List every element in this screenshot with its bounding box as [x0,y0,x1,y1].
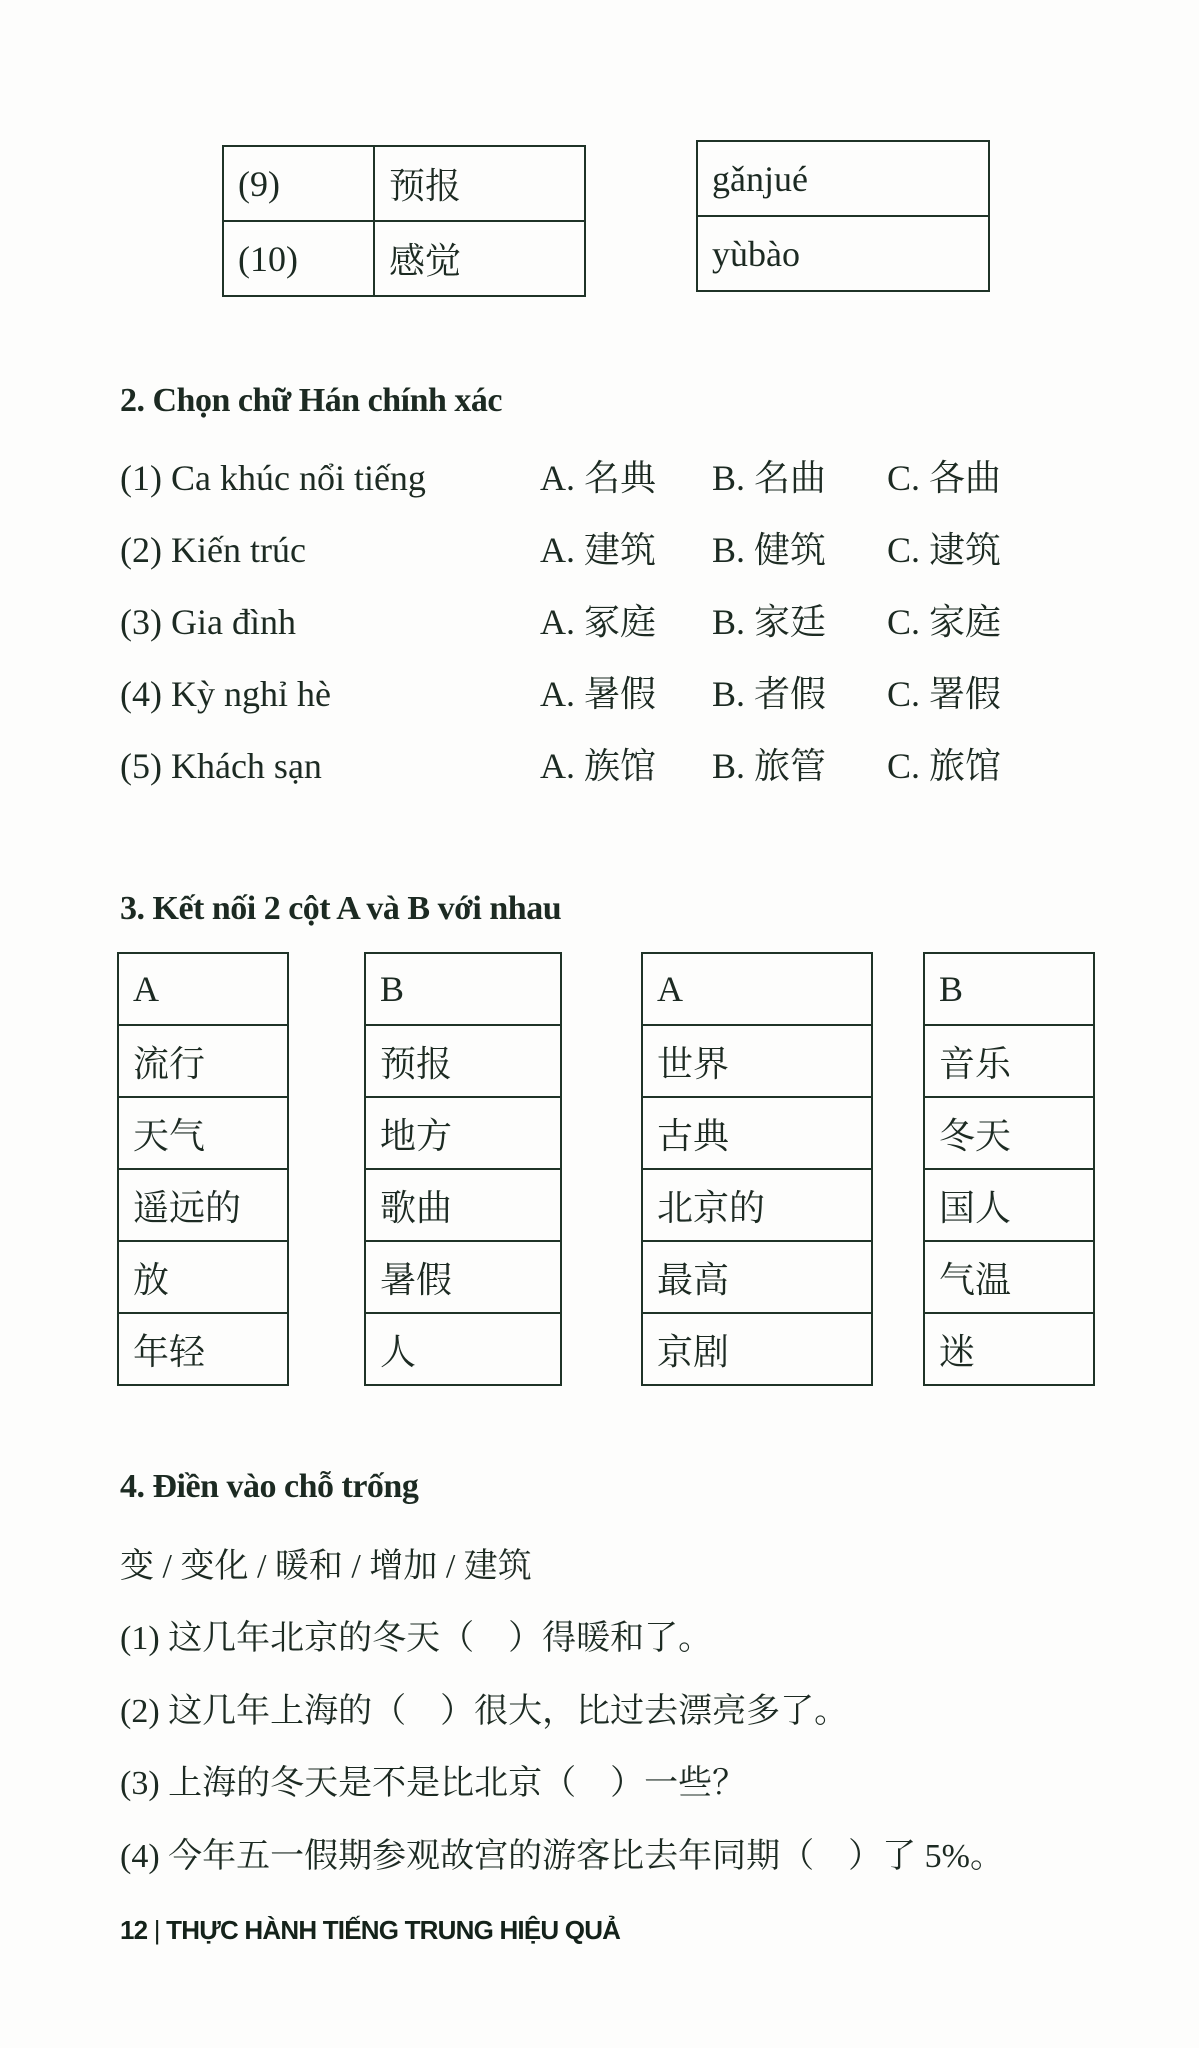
choice-prompt: (5) Khách sạn [120,746,322,786]
option-a[interactable]: A. 建筑 [540,530,656,570]
match-cell[interactable]: 音乐 [924,1025,1094,1097]
option-c[interactable]: C. 家庭 [887,602,1002,642]
pinyin-cell: gǎnjué [697,141,989,216]
matching-column-a2 [641,952,873,1386]
matching-column-b2 [923,952,1095,1386]
footer-divider: | [153,1915,167,1945]
choice-prompt: (4) Kỳ nghỉ hè [120,674,331,714]
exercise4-heading: 4. Điền vào chỗ trống [120,1468,419,1505]
match-cell[interactable]: 遥远的 [118,1169,288,1241]
match-cell[interactable]: 歌曲 [365,1169,561,1241]
option-b[interactable]: B. 旅管 [712,746,827,786]
exercise3-heading: 3. Kết nối 2 cột A và B với nhau [120,890,562,927]
option-a[interactable]: A. 名典 [540,458,656,498]
match-cell[interactable]: 气温 [924,1241,1094,1313]
word-bank: 变 / 变化 / 暖和 / 增加 / 建筑 [120,1548,532,1585]
column-header: A [642,953,872,1025]
match-cell[interactable]: 流行 [118,1025,288,1097]
match-cell[interactable]: 北京的 [642,1169,872,1241]
page-footer [120,1915,620,1946]
match-cell[interactable]: 放 [118,1241,288,1313]
match-cell[interactable]: 冬天 [924,1097,1094,1169]
match-cell[interactable]: 最高 [642,1241,872,1313]
fill-sentence[interactable]: (3) 上海的冬天是不是比北京（ ）一些？ [120,1765,747,1802]
choice-prompt: (1) Ca khúc nổi tiếng [120,458,426,498]
match-cell[interactable]: 地方 [365,1097,561,1169]
pinyin-cell: yùbào [697,216,989,291]
pinyin-table [696,140,990,292]
option-a[interactable]: A. 族馆 [540,746,656,786]
matching-column-a1 [117,952,289,1386]
option-c[interactable]: C. 署假 [887,674,1002,714]
option-b[interactable]: B. 者假 [712,674,827,714]
item-number: (9) [223,146,374,221]
match-cell[interactable]: 迷 [924,1313,1094,1385]
option-a[interactable]: A. 暑假 [540,674,656,714]
fill-sentence[interactable]: (4) 今年五一假期参观故宫的游客比去年同期（ ）了 5%。 [120,1838,1004,1875]
option-b[interactable]: B. 家廷 [712,602,827,642]
hanzi-number-table [222,145,586,297]
option-b[interactable]: B. 名曲 [712,458,827,498]
match-cell[interactable]: 年轻 [118,1313,288,1385]
column-header: B [365,953,561,1025]
option-a[interactable]: A. 冢庭 [540,602,656,642]
option-c[interactable]: C. 旅馆 [887,746,1002,786]
item-hanzi: 预报 [374,146,585,221]
option-c[interactable]: C. 各曲 [887,458,1002,498]
matching-column-b1 [364,952,562,1386]
page-number: 12 [120,1915,148,1945]
choice-prompt: (3) Gia đình [120,602,296,642]
fill-sentence[interactable]: (1) 这几年北京的冬天（ ）得暖和了。 [120,1620,713,1657]
book-title: THỰC HÀNH TIẾNG TRUNG HIỆU QUẢ [166,1915,621,1945]
item-hanzi: 感觉 [374,221,585,296]
choice-prompt: (2) Kiến trúc [120,530,306,570]
item-number: (10) [223,221,374,296]
column-header: B [924,953,1094,1025]
match-cell[interactable]: 国人 [924,1169,1094,1241]
fill-sentence[interactable]: (2) 这几年上海的（ ）很大，比过去漂亮多了。 [120,1693,849,1730]
option-b[interactable]: B. 健筑 [712,530,827,570]
match-cell[interactable]: 预报 [365,1025,561,1097]
exercise2-heading: 2. Chọn chữ Hán chính xác [120,382,502,419]
match-cell[interactable]: 天气 [118,1097,288,1169]
option-c[interactable]: C. 逮筑 [887,530,1002,570]
match-cell[interactable]: 世界 [642,1025,872,1097]
match-cell[interactable]: 京剧 [642,1313,872,1385]
match-cell[interactable]: 古典 [642,1097,872,1169]
column-header: A [118,953,288,1025]
match-cell[interactable]: 暑假 [365,1241,561,1313]
match-cell[interactable]: 人 [365,1313,561,1385]
